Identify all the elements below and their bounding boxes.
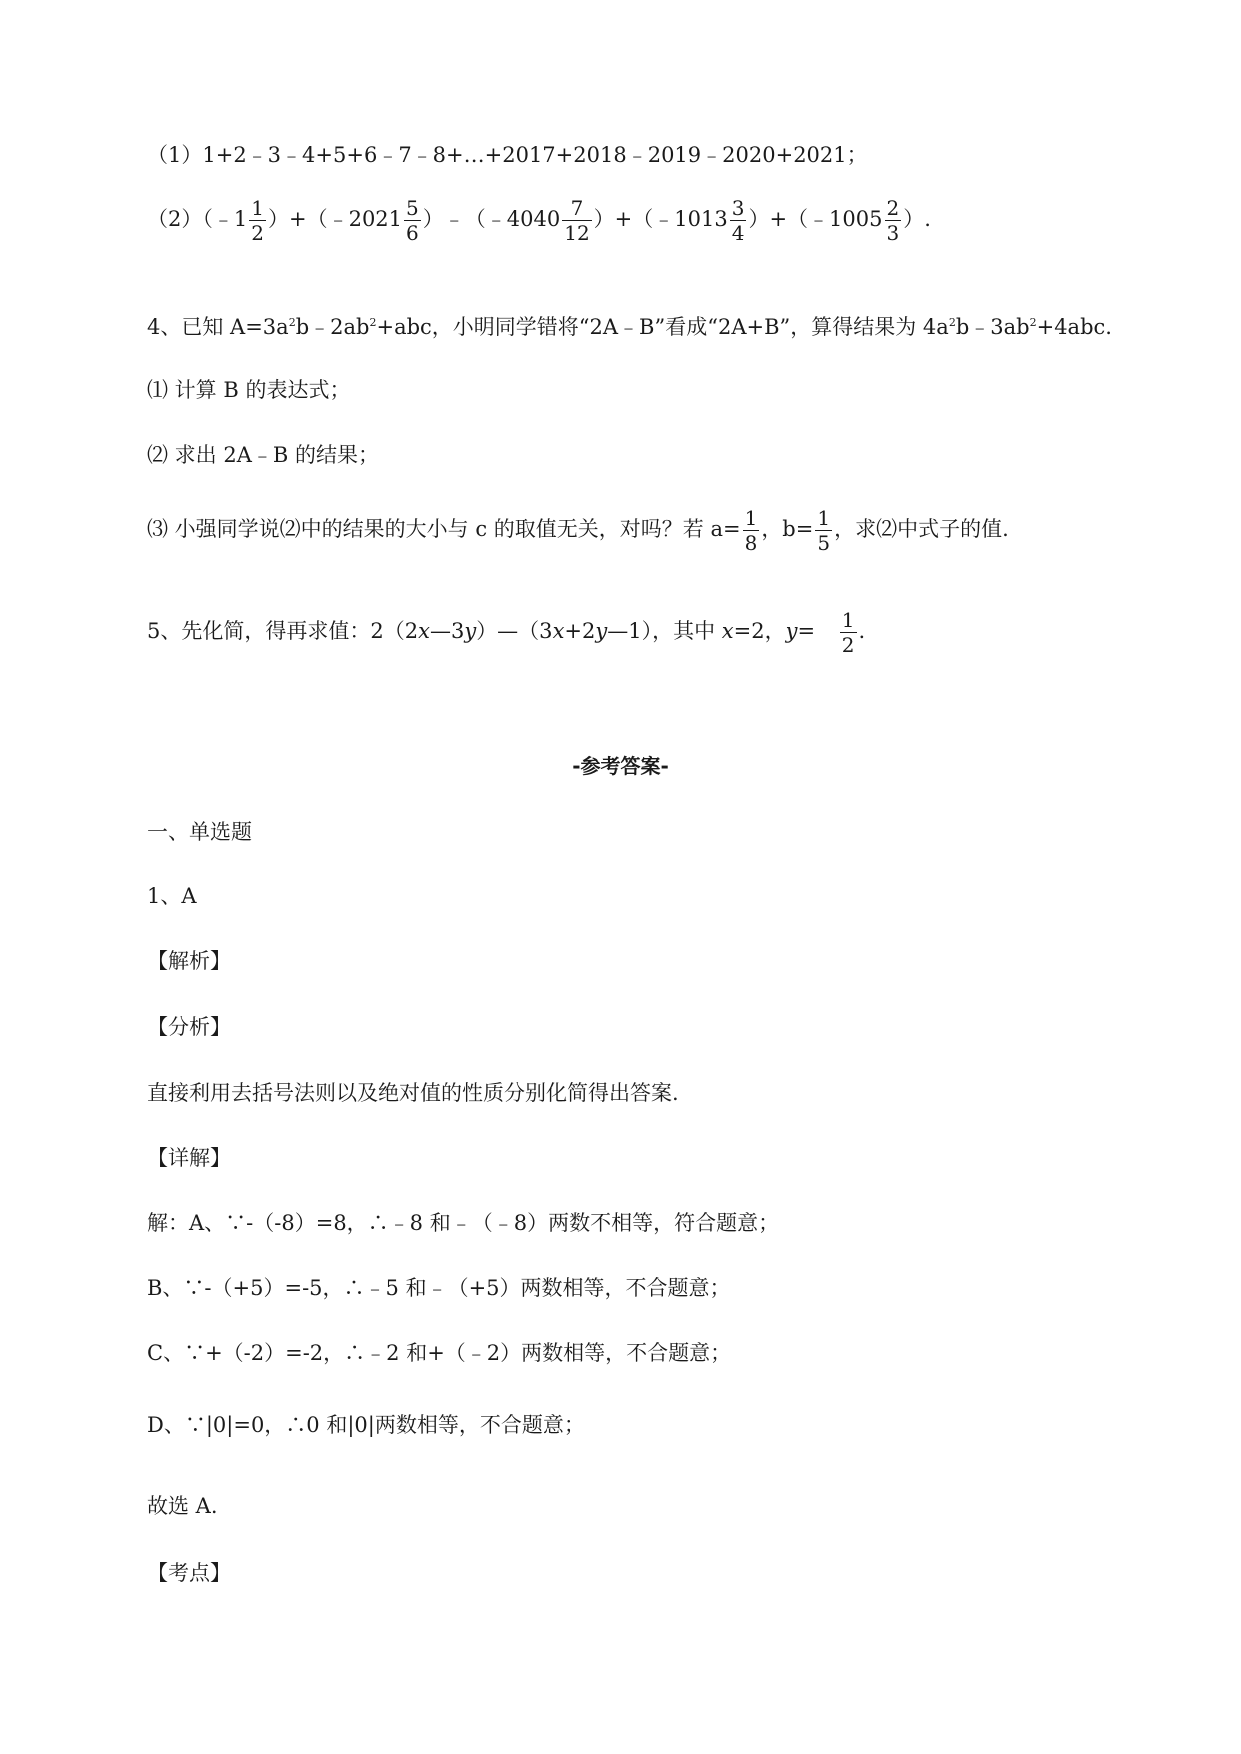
q5-text: +2 [564, 619, 596, 643]
superscript: 2 [1029, 316, 1037, 329]
variable: x [721, 619, 734, 643]
fraction: $\frac{5}{6}$ [406, 196, 419, 245]
fraction: $\frac{1}{8}$ [744, 506, 758, 555]
q4-text: +abc，小明同学错将“2A﹣B”看成“2A+B”，算得结果为 4a [376, 315, 949, 339]
analysis-text: 直接利用去括号法则以及绝对值的性质分别化简得出答案. [147, 1081, 679, 1105]
fraction: $\frac{7}{12}$ [564, 196, 590, 245]
superscript: 2 [288, 316, 296, 329]
fraction: $\frac{1}{5}$ [817, 506, 831, 555]
q5-text: . [858, 619, 866, 643]
fraction: $\frac{1}{2}$ [841, 608, 855, 657]
solution-line-c: C、∵+（-2）=-2，∴﹣2 和+（﹣2）两数相等，不合题意； [147, 1341, 732, 1365]
solution-line-a: 解：A、∵-（-8）=8，∴﹣8 和﹣（﹣8）两数不相等，符合题意； [147, 1211, 780, 1235]
variable: x [552, 619, 565, 643]
variable: y [595, 619, 608, 643]
q4-3-text: ⑶ 小强同学说⑵中的结果的大小与 c 的取值无关，对吗？若 a= [147, 517, 741, 541]
question-3-part-2 [147, 198, 931, 243]
xiangjie-label: 【详解】 [147, 1146, 231, 1170]
q4-3-text: ，求⑵中式子的值. [834, 517, 1009, 541]
answer-title: -参考答案- [572, 754, 669, 778]
answer-item: 1、A [147, 884, 197, 908]
section-heading: 一、单选题 [147, 820, 252, 844]
conclusion: 故选 A. [147, 1494, 218, 1518]
q5-text: =2， [733, 619, 786, 643]
q3-2-label: （2） [147, 207, 203, 231]
jiexi-label: 【解析】 [147, 949, 231, 973]
q3-2-term-3: ）﹣（﹣4040 [422, 207, 561, 231]
q4-text: b﹣3ab [955, 315, 1030, 339]
fraction: $\frac{1}{2}$ [251, 196, 264, 245]
fraction: $\frac{2}{3}$ [886, 196, 900, 245]
superscript: 2 [948, 316, 956, 329]
q4-text: 4、已知 A=3a [147, 315, 289, 339]
fenxi-label: 【分析】 [147, 1015, 231, 1039]
question-4-part-2: ⑵ 求出 2A﹣B 的结果； [147, 443, 379, 467]
q3-2-term-5: ）+（﹣1005 [748, 207, 883, 231]
solution-line-b: B、∵-（+5）=-5，∴﹣5 和﹣（+5）两数相等，不合题意； [147, 1276, 731, 1300]
question-5 [147, 610, 865, 655]
q3-2-term-6: ）. [903, 207, 931, 231]
q3-2-term-1: （﹣1 [202, 207, 248, 231]
q4-text: +4abc. [1036, 315, 1112, 339]
variable: y [785, 619, 798, 643]
variable: y [464, 619, 477, 643]
q5-text: ）—（3 [476, 619, 553, 643]
question-4 [147, 308, 1112, 342]
superscript: 2 [369, 316, 377, 329]
q4-3-text: ，b= [761, 517, 814, 541]
solution-line-d: D、∵|0|=0，∴0 和|0|两数相等，不合题意； [147, 1413, 585, 1437]
q5-text: = [797, 619, 822, 643]
question-4-part-3 [147, 508, 1009, 553]
q5-text: —3 [429, 619, 465, 643]
fraction: $\frac{3}{4}$ [731, 196, 745, 245]
q5-text: —1），其中 [607, 619, 722, 643]
q5-text: 5、先化简，得再求值：2（2 [147, 619, 419, 643]
q3-2-term-4: ）+（﹣1013 [593, 207, 728, 231]
question-4-part-1: ⑴ 计算 B 的表达式； [147, 378, 351, 402]
question-3-part-1: （1）1+2﹣3﹣4+5+6﹣7﹣8+…+2017+2018﹣2019﹣2020+2021； [147, 143, 868, 167]
variable: x [418, 619, 430, 643]
kaodian-label: 【考点】 [147, 1561, 231, 1585]
q4-text: b﹣2ab [295, 315, 370, 339]
q3-2-term-2: ）+（﹣2021 [267, 207, 403, 231]
